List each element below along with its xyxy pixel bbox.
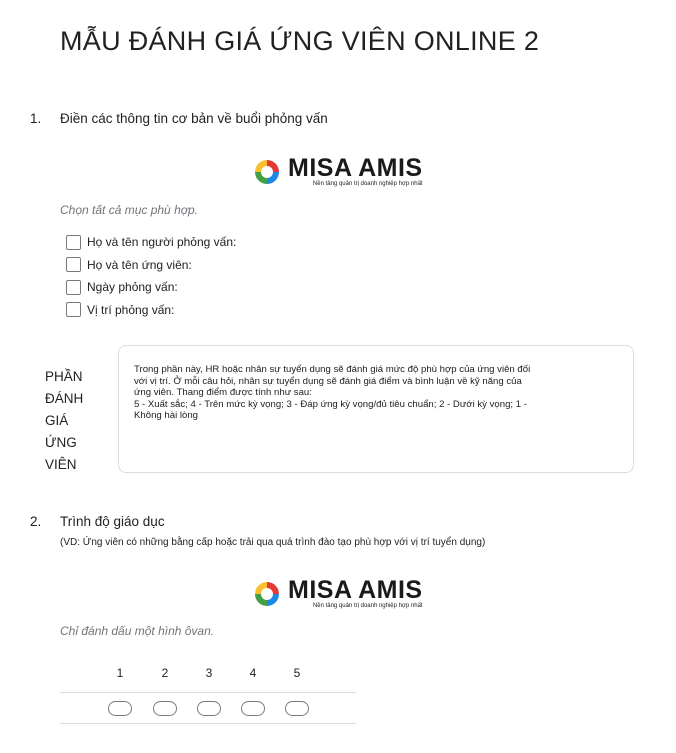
question-2-title <box>30 514 165 529</box>
scale-divider <box>60 723 356 724</box>
logo-tagline: Nền tảng quản trị doanh nghiệp hợp nhất <box>312 603 423 609</box>
scale-label: 1 <box>116 666 124 680</box>
question-text: Điền các thông tin cơ bản về buổi phỏng vấn <box>60 111 328 126</box>
checkbox-label: Họ và tên ứng viên: <box>87 257 192 272</box>
logo-brand: MISA AMIS <box>288 154 423 182</box>
radio-oval[interactable] <box>197 701 221 716</box>
scale-label: 4 <box>249 666 257 680</box>
question-number: 2. <box>30 514 42 529</box>
scale-label: 3 <box>205 666 213 680</box>
form-title: MẪU ĐÁNH GIÁ ỨNG VIÊN ONLINE 2 <box>60 26 540 56</box>
question-1-options <box>66 231 236 321</box>
section-title-line: ỨNG <box>45 435 77 450</box>
section-title-line: PHẦN <box>45 369 83 384</box>
checkbox-option[interactable] <box>66 254 236 277</box>
misa-amis-logo <box>252 578 423 610</box>
radio-oval[interactable] <box>153 701 177 716</box>
section-description-line: Không hài lòng <box>134 410 199 422</box>
checkbox-label: Họ và tên người phỏng vấn: <box>87 235 237 250</box>
checkbox[interactable] <box>66 280 81 295</box>
checkbox-option[interactable] <box>66 231 236 254</box>
checkbox-option[interactable] <box>66 299 236 322</box>
section-description-line: ứng viên. Thang điểm được tính như sau: <box>134 387 312 399</box>
checkbox-option[interactable] <box>66 276 236 299</box>
section-description-line: Trong phần này, HR hoặc nhân sự tuyển dụng sẽ đánh giá mức độ phù hợp của ứng viên đối <box>134 364 531 375</box>
misa-amis-logo <box>252 156 423 188</box>
question-1-hint: Chọn tất cả mục phù hợp. <box>60 203 198 217</box>
section-description <box>134 364 618 422</box>
scale-divider <box>60 692 356 693</box>
question-number: 1. <box>30 111 42 126</box>
scale-label: 2 <box>161 666 169 680</box>
checkbox[interactable] <box>66 302 81 317</box>
section-description-line: với vị trí. Ở mỗi câu hỏi, nhân sự tuyển dụng sẽ đánh giá điểm và bình luận về kỹ năng của <box>134 375 522 387</box>
checkbox[interactable] <box>66 235 81 250</box>
section-title-line: VIÊN <box>45 457 77 472</box>
checkbox[interactable] <box>66 257 81 272</box>
question-text: Trình độ giáo dục <box>60 514 165 529</box>
question-2-description: (VD: Ứng viên có những bằng cấp hoặc trải qua quá trình đào tạo phù hợp với vị trí tuyển dụng) <box>60 537 486 548</box>
scale-label: 5 <box>293 666 301 680</box>
misa-logo-icon <box>252 157 282 187</box>
logo-tagline: Nền tảng quản trị doanh nghiệp hợp nhất <box>312 181 423 187</box>
radio-oval[interactable] <box>241 701 265 716</box>
question-1-title <box>30 111 328 126</box>
radio-oval[interactable] <box>108 701 132 716</box>
logo-brand: MISA AMIS <box>288 576 423 604</box>
question-2-hint: Chỉ đánh dấu một hình ôvan. <box>60 624 215 638</box>
section-description-line: 5 - Xuất sắc; 4 - Trên mức kỳ vọng; 3 - Đáp ứng kỳ vọng/đủ tiêu chuẩn; 2 - Dưới kỳ vọng; 1 - <box>134 398 527 410</box>
misa-logo-icon <box>252 579 282 609</box>
section-title <box>45 366 105 476</box>
radio-oval[interactable] <box>285 701 309 716</box>
checkbox-label: Ngày phỏng vấn: <box>87 280 178 295</box>
section-title-line: ĐÁNH <box>45 391 84 406</box>
checkbox-label: Vị trí phỏng vấn: <box>87 302 175 317</box>
section-title-line: GIÁ <box>45 413 69 428</box>
